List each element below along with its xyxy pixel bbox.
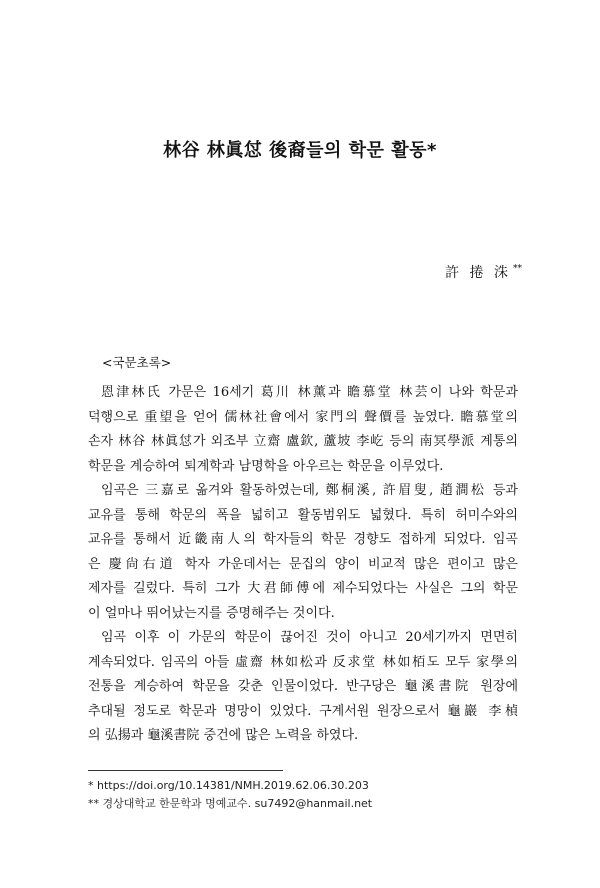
footnote-author-affiliation: ** 경상대학교 한문학과 명예교수. su7492@hanmail.net	[88, 797, 373, 810]
abstract-line: 교유를 통해서 近畿南人의 학자들의 학문 경향도 접하게 되었다. 임곡	[88, 532, 518, 547]
abstract-line: 임곡 이후 이 가문의 학문이 끊어진 것이 아니고 20세기까지 면면히	[101, 630, 518, 645]
abstract-line: 손자 林谷 林眞怤가 외조부 立齋 盧欽, 蘆坡 李屹 등의 南冥學派 계통의	[88, 434, 518, 449]
footnote-doi: * https://doi.org/10.14381/NMH.2019.62.06.30.203	[88, 779, 369, 792]
abstract-label: <국문초록>	[102, 355, 172, 370]
footnote-divider	[88, 770, 283, 771]
abstract-line: 은 慶尙右道 학자 가운데서는 문집의 양이 비교적 많은 편이고 많은	[88, 556, 518, 572]
abstract-body	[88, 381, 518, 749]
abstract-line: 恩津林氏 가문은 16세기 葛川 林薰과 瞻慕堂 林芸이 나와 학문과	[101, 385, 518, 400]
abstract-line: 의 弘揚과 龜溪書院 중건에 많은 노력을 하였다.	[88, 728, 359, 743]
abstract-line: 교유를 통해 학문의 폭을 넓히고 활동범위도 넓혔다. 특히 허미수와의	[88, 507, 518, 523]
author-footnote-mark: **	[513, 264, 522, 275]
abstract-line: 임곡은 三嘉로 옮겨와 활동하였는데, 鄭桐溪, 許眉叟, 趙澗松 등과	[101, 483, 518, 498]
author-name: 許 捲 洙	[445, 265, 511, 281]
paper-title: 林谷 林眞怤 後裔들의 학문 활동*	[163, 140, 437, 161]
abstract-line: 제자를 길렀다. 특히 그가 大君師傅에 제수되었다는 사실은 그의 학문	[88, 581, 518, 596]
author-line	[445, 262, 522, 282]
abstract-line: 학문을 계승하여 퇴계학과 남명학을 아우르는 학문을 이루었다.	[88, 458, 444, 474]
abstract-line: 계속되었다. 임곡의 아들 虛齋 林如松과 反求堂 林如栢도 모두 家學의	[88, 654, 518, 670]
abstract-line: 추대될 정도로 학문과 명망이 있었다. 구계서원 원장으로서 龜巖 李楨	[88, 703, 518, 719]
abstract-line: 전통을 계승하여 학문을 갖춘 인물이었다. 반구당은 龜溪書院 원장에	[88, 679, 518, 694]
abstract-line: 이 얼마나 뛰어났는지를 증명해주는 것이다.	[88, 605, 335, 621]
abstract-line: 덕행으로 重望을 얻어 儒林社會에서 家門의 聲價를 높였다. 瞻慕堂의	[88, 409, 518, 425]
